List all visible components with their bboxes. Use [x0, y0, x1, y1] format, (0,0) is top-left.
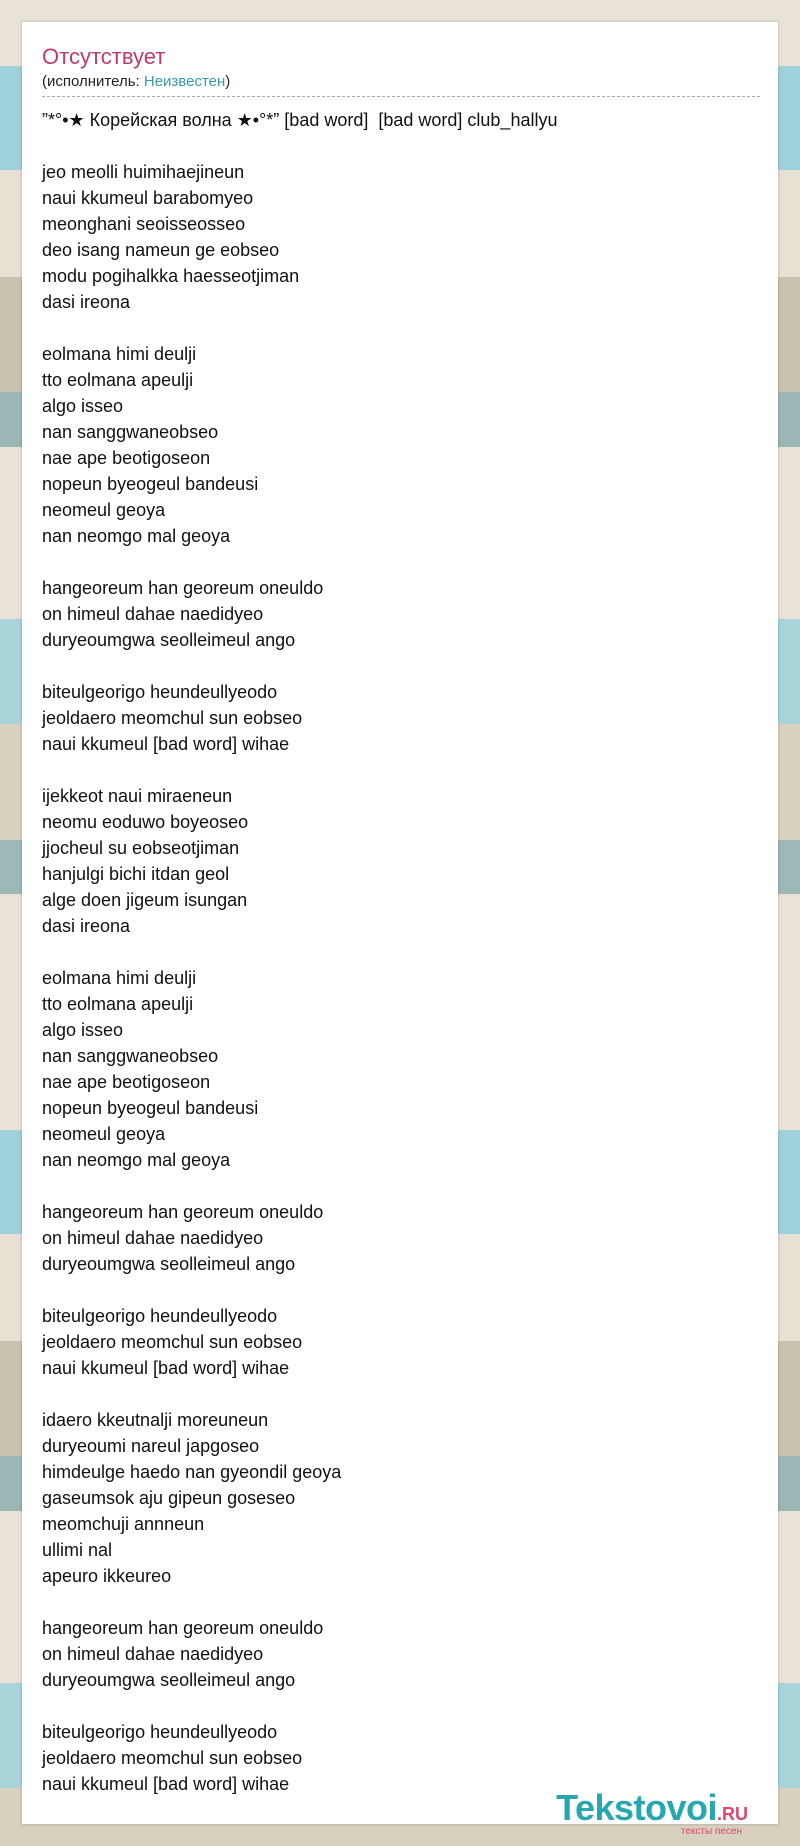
lyrics-card — [22, 22, 778, 1837]
lyric-line: nan sanggwaneobseo — [42, 1046, 219, 1066]
lyric-line: nae ape beotigoseon — [42, 448, 211, 468]
logo-main-text: Tekstovoi — [556, 1787, 717, 1828]
lyric-line: modu pogihalkka haesseotjiman — [42, 266, 300, 286]
lyric-line: naui kkumeul [bad word] wihae — [42, 1358, 290, 1378]
lyric-line: himdeulge haedo nan gyeondil geoya — [42, 1462, 342, 1482]
lyric-line: duryeoumi nareul japgoseo — [42, 1436, 260, 1456]
lyric-line: naui kkumeul [bad word] wihae — [42, 734, 290, 754]
lyric-line: meonghani seoisseosseo — [42, 214, 246, 234]
lyric-line: deo isang nameun ge eobseo — [42, 240, 280, 260]
lyric-line — [42, 549, 758, 575]
lyric-line: idaero kkeutnalji moreuneun — [42, 1410, 269, 1430]
lyric-line — [42, 133, 758, 159]
lyric-line: meomchuji annneun — [42, 1514, 205, 1534]
logo-domain-suffix: .RU — [717, 1804, 748, 1824]
lyric-line: duryeoumgwa seolleimeul ango — [42, 1254, 296, 1274]
lyric-line: eolmana himi deulji — [42, 344, 197, 364]
lyric-line: biteulgeorigo heundeullyeodo — [42, 682, 278, 702]
lyric-line: ijekkeot naui miraeneun — [42, 786, 233, 806]
lyric-line — [42, 315, 758, 341]
lyric-line: dasi ireona — [42, 292, 131, 312]
lyric-line: neomeul geoya — [42, 1124, 166, 1144]
lyric-line: dasi ireona — [42, 916, 131, 936]
lyric-line — [42, 1277, 758, 1303]
lyric-line: hangeoreum han georeum oneuldo — [42, 578, 324, 598]
lyric-line: nopeun byeogeul bandeusi — [42, 1098, 259, 1118]
lyric-line: biteulgeorigo heundeullyeodo — [42, 1722, 278, 1742]
lyric-line — [42, 757, 758, 783]
lyric-line: jeoldaero meomchul sun eobseo — [42, 1748, 303, 1768]
lyric-line: naui kkumeul [bad word] wihae — [42, 1774, 290, 1794]
lyric-line: duryeoumgwa seolleimeul ango — [42, 1670, 296, 1690]
artist-suffix: ) — [225, 73, 231, 90]
lyric-line: nan neomgo mal geoya — [42, 526, 231, 546]
lyric-line — [42, 939, 758, 965]
lyric-line: ullimi nal — [42, 1540, 113, 1560]
logo-tagline: тексты песен — [680, 1826, 742, 1837]
lyric-line — [42, 1381, 758, 1407]
lyric-line: neomu eoduwo boyeoseo — [42, 812, 249, 832]
lyric-line: jeo meolli huimihaejineun — [42, 162, 245, 182]
lyric-line: nopeun byeogeul bandeusi — [42, 474, 259, 494]
lyric-line: eolmana himi deulji — [42, 968, 197, 988]
lyric-line: naui kkumeul barabomyeo — [42, 188, 254, 208]
artist-link[interactable]: Неизвестен — [143, 73, 226, 90]
lyric-line — [42, 1173, 758, 1199]
lyric-line: apeuro ikkeureo — [42, 1566, 172, 1586]
lyric-line: jeoldaero meomchul sun eobseo — [42, 1332, 303, 1352]
lyric-line: nan neomgo mal geoya — [42, 1150, 231, 1170]
lyric-line: tto eolmana apeulji — [42, 370, 194, 390]
lyric-line: duryeoumgwa seolleimeul ango — [42, 630, 296, 650]
lyric-line: biteulgeorigo heundeullyeodo — [42, 1306, 278, 1326]
artist-line — [42, 73, 760, 97]
lyric-line: jjocheul su eobseotjiman — [42, 838, 240, 858]
lyric-line — [42, 1693, 758, 1719]
lyric-line: algo isseo — [42, 1020, 124, 1040]
lyric-line: tto eolmana apeulji — [42, 994, 194, 1014]
lyric-line — [42, 1589, 758, 1615]
lyric-line: on himeul dahae naedidyeo — [42, 1228, 264, 1248]
lyric-line: on himeul dahae naedidyeo — [42, 604, 264, 624]
lyric-line: hangeoreum han georeum oneuldo — [42, 1618, 324, 1638]
lyric-line: neomeul geoya — [42, 500, 166, 520]
song-title: Отсутствует — [42, 44, 166, 69]
lyric-line: gaseumsok aju gipeun goseseo — [42, 1488, 296, 1508]
lyric-line: hanjulgi bichi itdan geol — [42, 864, 230, 884]
lyrics-text — [42, 107, 758, 1797]
lyric-line: nae ape beotigoseon — [42, 1072, 211, 1092]
artist-prefix: (исполнитель: — [42, 73, 144, 90]
lyric-line: algo isseo — [42, 396, 124, 416]
lyric-line: nan sanggwaneobseo — [42, 422, 219, 442]
lyric-line — [42, 653, 758, 679]
lyric-line: hangeoreum han georeum oneuldo — [42, 1202, 324, 1222]
lyric-line: on himeul dahae naedidyeo — [42, 1644, 264, 1664]
lyric-line: alge doen jigeum isungan — [42, 890, 248, 910]
lyric-line: ”*°•★ Корейская волна ★•°*” [bad word] [bad word] club_hallyu — [42, 110, 558, 130]
lyric-line: jeoldaero meomchul sun eobseo — [42, 708, 303, 728]
site-logo[interactable] — [556, 1787, 748, 1837]
